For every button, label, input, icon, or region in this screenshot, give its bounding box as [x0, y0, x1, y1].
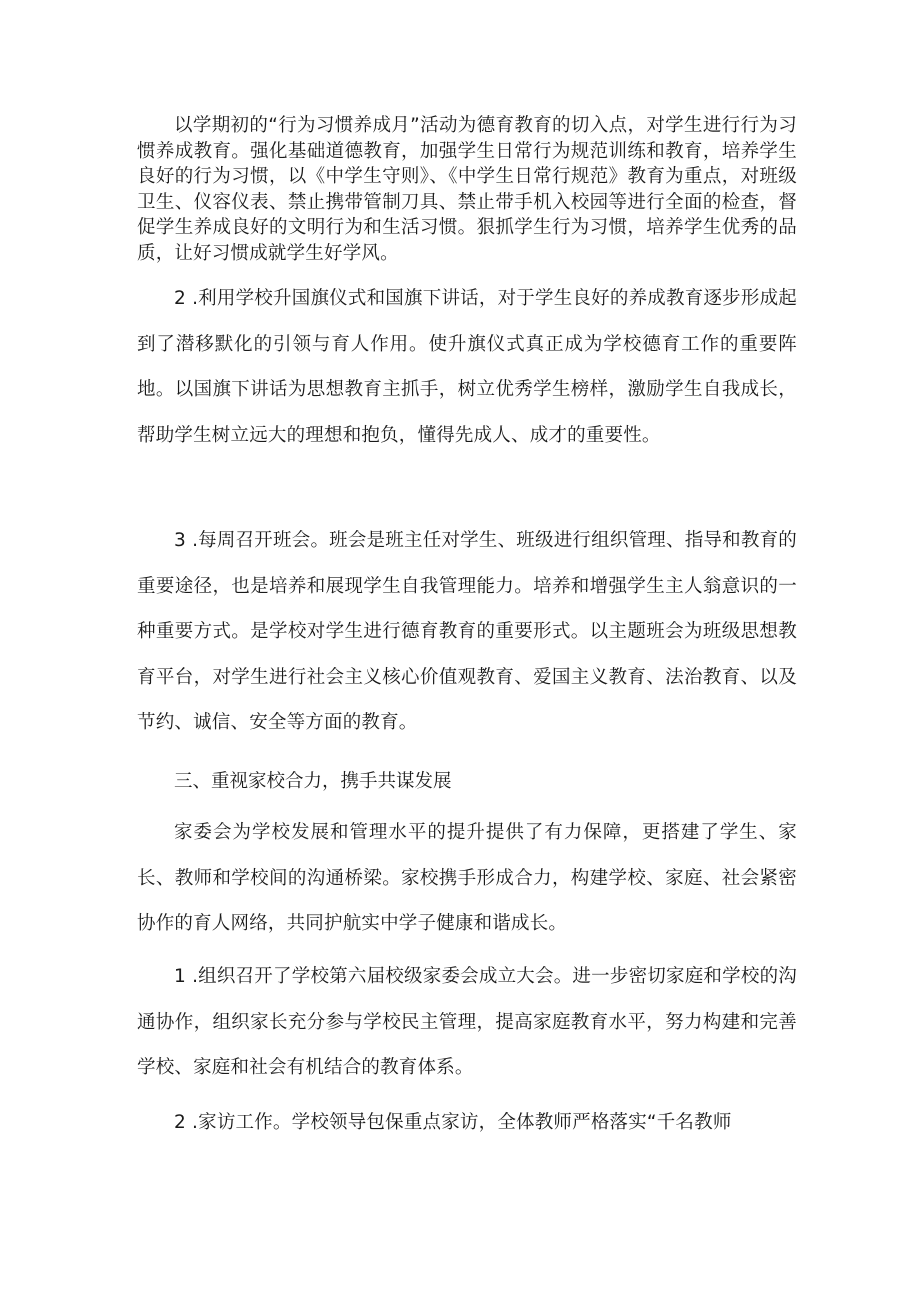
paragraph-parent-committee: 家委会为学校发展和管理水平的提升提供了有力保障，更搭建了学生、家长、教师和学校间的沟通桥梁。家校携手形成合力，构建学校、家庭、社会紧密协作的育人网络，共同护航实中学子健康和谐成长。 [137, 822, 797, 935]
paragraph-habit-month: 以学期初的“行为习惯养成月”活动为德育教育的切入点，对学生进行行为习惯养成教育。强化基础道德教育，加强学生日常行为规范训练和教育，培养学生良好的行为习惯，以《中学生守则》、《中学生日常行规范》教育为重点，对班级卫生、仪容仪表、禁止携带管制刀具、禁止带手机入校园等进行全面的检查，督促学生养成良好的文明行为和生活习惯。狠抓学生行为习惯，培养学生优秀的品质，让好习惯成就学生好学风。 [137, 115, 797, 264]
paragraph-committee-meeting: 1 .组织召开了学校第六届校级家委会成立大会。进一步密切家庭和学校的沟通协作，组织家长充分参与学校民主管理，提高家庭教育水平，努力构建和完善学校、家庭和社会有机结合的教育体系。 [137, 966, 797, 1079]
paragraph-flag-ceremony: 2 .利用学校升国旗仪式和国旗下讲话，对于学生良好的养成教育逐步形成起到了潜移默化的引领与育人作用。使升旗仪式真正成为学校德育工作的重要阵地。以国旗下讲话为思想教育主抓手，树立优秀学生榜样，激励学生自我成长，帮助学生树立远大的理想和抱负，懂得先成人、成才的重要性。 [137, 288, 797, 446]
paragraph-home-visits: 2 .家访工作。学校领导包保重点家访，全体教师严格落实“千名教师 [174, 1112, 732, 1133]
section-heading-home-school: 三、重视家校合力，携手共谋发展 [174, 771, 452, 792]
paragraph-class-meeting: 3 .每周召开班会。班会是班主任对学生、班级进行组织管理、指导和教育的重要途径，也是培养和展现学生自我管理能力。培养和增强学生主人翁意识的一种重要方式。是学校对学生进行德育教育的重要形式。以主题班会为班级思想教育平台，对学生进行社会主义核心价值观教育、爱国主义教育、法治教育、以及节约、诚信、安全等方面的教育。 [137, 530, 797, 734]
